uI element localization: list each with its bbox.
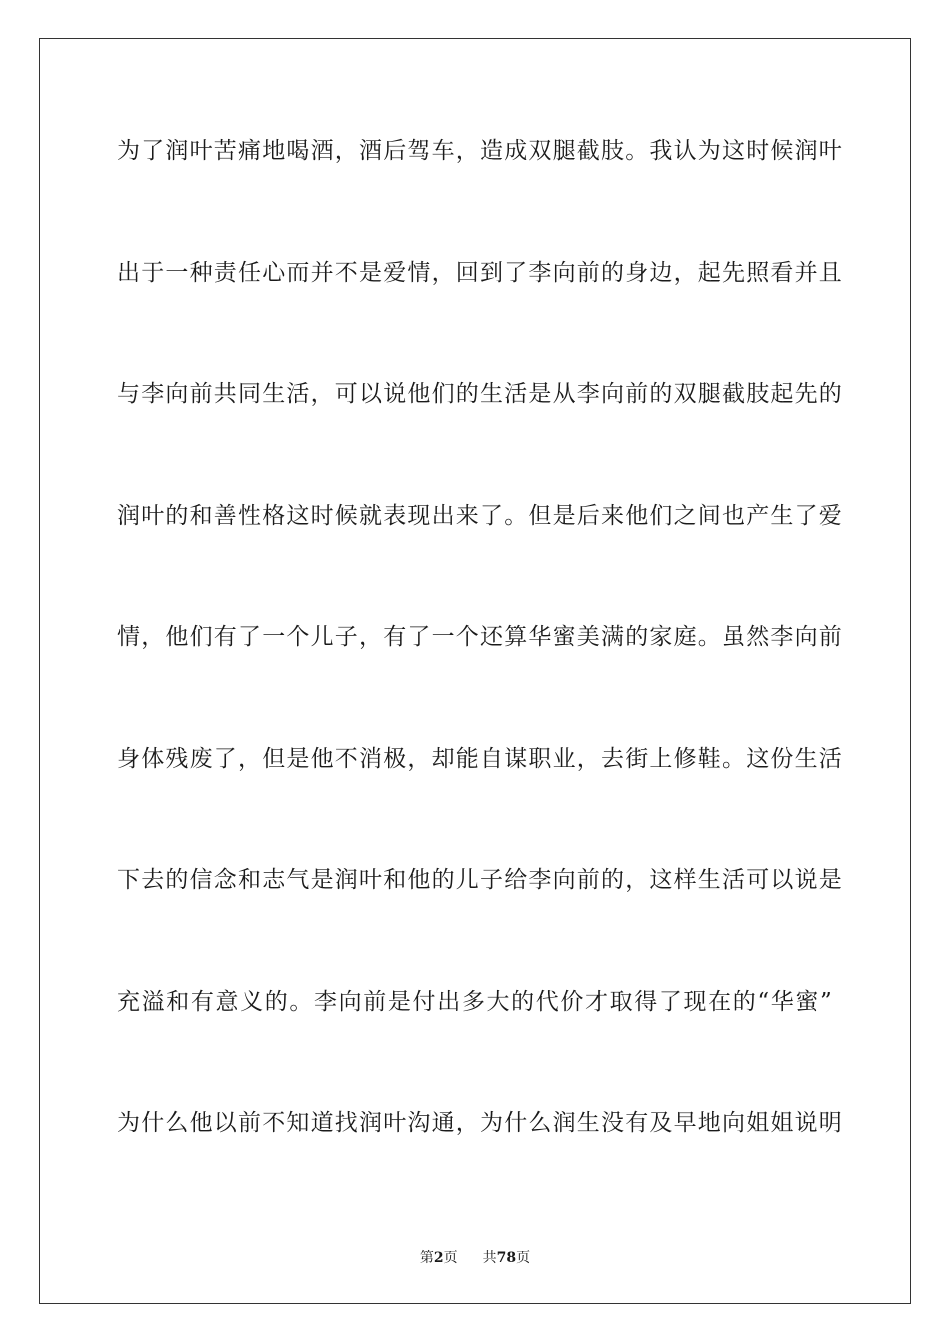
text-line-1: 为了润叶苦痛地喝酒，酒后驾车，造成双腿截肢。我认为这时候润叶 — [117, 138, 843, 164]
text-line-9: 为什么他以前不知道找润叶沟通，为什么润生没有及早地向姐姐说明 — [117, 1110, 843, 1136]
text-line-5: 情，他们有了一个儿子，有了一个还算华蜜美满的家庭。虽然李向前 — [117, 624, 843, 650]
page-suffix: 页 — [443, 1250, 458, 1266]
text-line-8: 充溢和有意义的。李向前是付出多大的代价才取得了现在的“华蜜” — [117, 988, 833, 1015]
total-prefix: 共 — [482, 1250, 497, 1266]
text-line-2: 出于一种责任心而并不是爱情，回到了李向前的身边，起先照看并且 — [117, 259, 843, 286]
total-suffix: 页 — [516, 1250, 531, 1266]
page-footer — [0, 1248, 950, 1268]
text-line-7: 下去的信念和志气是润叶和他的儿子给李向前的，这样生活可以说是 — [117, 867, 843, 893]
page-number: 2 — [433, 1250, 444, 1266]
document-body — [117, 125, 843, 1219]
text-line-3: 与李向前共同生活，可以说他们的生活是从李向前的双腿截肢起先的 — [117, 381, 843, 407]
total-pages: 78 — [496, 1250, 517, 1266]
text-line-4: 润叶的和善性格这时候就表现出来了。但是后来他们之间也产生了爱 — [117, 502, 843, 529]
text-line-6: 身体残废了，但是他不消极，却能自谋职业，去街上修鞋。这份生活 — [117, 745, 843, 772]
page-prefix: 第 — [419, 1250, 434, 1266]
